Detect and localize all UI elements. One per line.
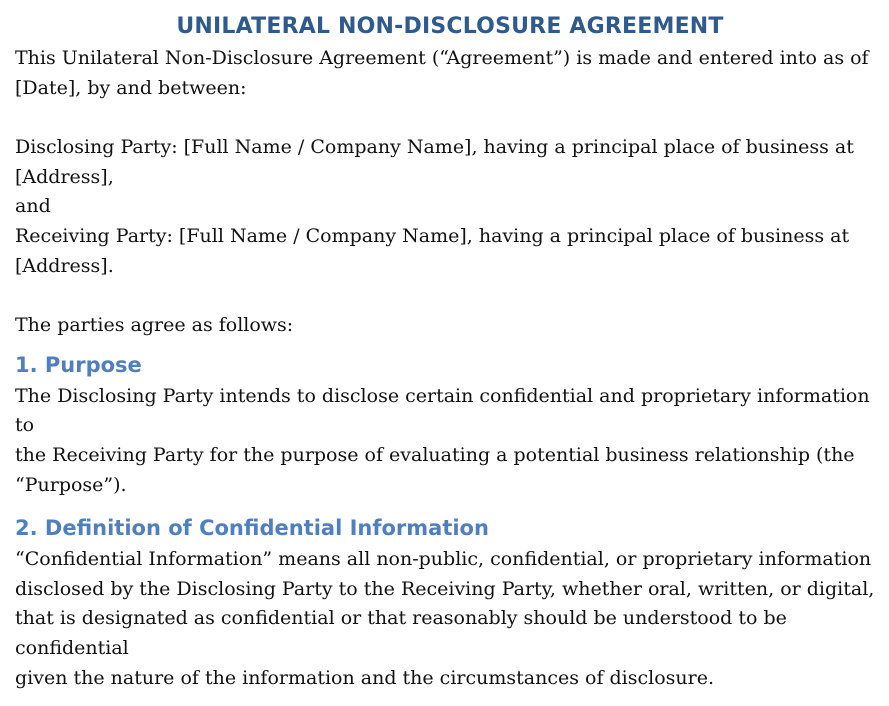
parties-block [15, 133, 885, 281]
section-body-definition [15, 545, 885, 693]
spacer [15, 281, 885, 311]
section-heading-definition: 2. Definition of Confidential Information [15, 516, 489, 541]
intro-line: This Unilateral Non-Disclosure Agreement (“Agreement”) is made and entered into as of [15, 47, 869, 69]
document-page [15, 10, 885, 693]
section-body-purpose [15, 382, 885, 500]
spacer [15, 103, 885, 133]
section-line: that is designated as confidential or that reasonably should be understood to be confidential [15, 607, 787, 659]
intro-line: [Date], by and between: [15, 76, 247, 99]
section-line: disclosed by the Disclosing Party to the Receiving Party, whether oral, written, or digital, [15, 577, 875, 600]
section-line: the Receiving Party for the purpose of evaluating a potential business relationship (the [15, 443, 855, 466]
section-line: “Purpose”). [15, 473, 127, 496]
parties-and: and [15, 195, 51, 218]
section-line: “Confidential Information” means all non-public, confidential, or proprietary information [15, 548, 872, 571]
disclosing-party-line: Disclosing Party: [Full Name / Company Name], having a principal place of business at [15, 136, 854, 159]
document-title: UNILATERAL NON-DISCLOSURE AGREEMENT [176, 14, 724, 39]
receiving-party-line: Receiving Party: [Full Name / Company Name], having a principal place of business at [15, 224, 850, 247]
section-heading-purpose: 1. Purpose [15, 352, 142, 377]
receiving-party-address: [Address]. [15, 254, 114, 277]
section-line: given the nature of the information and the circumstances of disclosure. [15, 666, 715, 689]
disclosing-party-address: [Address], [15, 165, 114, 188]
intro-paragraph [15, 44, 885, 103]
agree-statement: The parties agree as follows: [15, 314, 294, 337]
section-line: The Disclosing Party intends to disclose certain confidential and proprietary information to [15, 384, 870, 437]
